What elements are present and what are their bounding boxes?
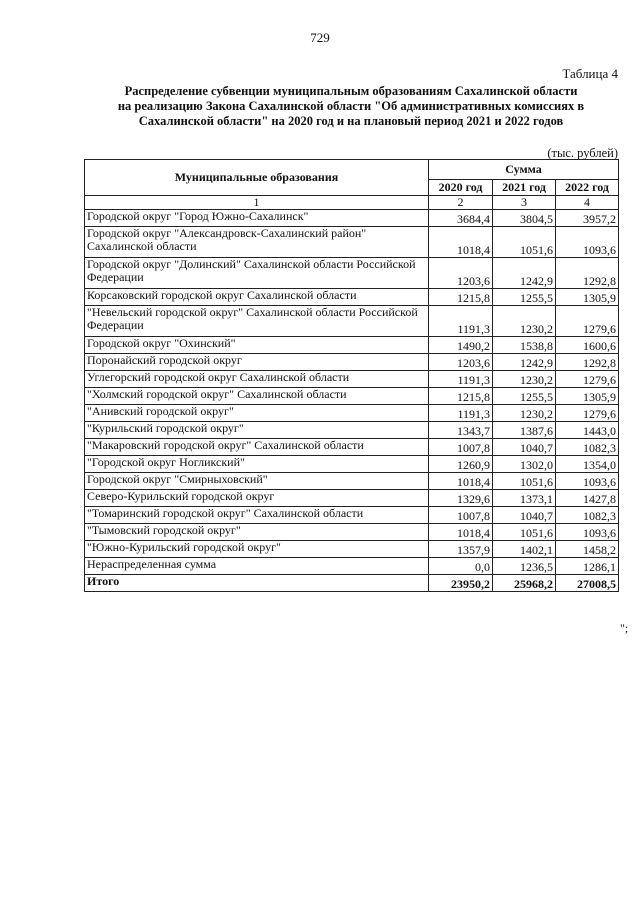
value-2020: 3684,4: [429, 210, 493, 227]
value-2022: 1279,6: [556, 306, 619, 337]
value-2021: 1051,6: [493, 524, 556, 541]
value-2022: 1354,0: [556, 456, 619, 473]
table-row: [85, 405, 619, 422]
table-row: [85, 306, 619, 337]
municipality-name: "Курильский городской округ": [85, 422, 429, 439]
value-2020: 1018,4: [429, 473, 493, 490]
unit-label: (тыс. рублей): [547, 146, 618, 160]
value-2020: 1007,8: [429, 439, 493, 456]
value-2021: 1230,2: [493, 405, 556, 422]
value-2020: 1343,7: [429, 422, 493, 439]
value-2020: 1191,3: [429, 405, 493, 422]
value-2021: 1255,5: [493, 388, 556, 405]
table-row: [85, 354, 619, 371]
table-row: [85, 490, 619, 507]
value-2020: 1203,6: [429, 354, 493, 371]
municipality-name: "Невельский городской округ" Сахалинской области Российской Федерации: [85, 306, 429, 337]
title-line: Сахалинской области" на 2020 год и на плановый период 2021 и 2022 годов: [138, 114, 564, 128]
value-2022: 1286,1: [556, 558, 619, 575]
value-2021: 1538,8: [493, 337, 556, 354]
table-row: [85, 210, 619, 227]
title-line: Распределение субвенции муниципальным образованиям Сахалинской области: [124, 84, 578, 98]
value-2020: 1007,8: [429, 507, 493, 524]
value-2020: 1329,6: [429, 490, 493, 507]
municipality-name: Углегорский городской округ Сахалинской области: [85, 371, 429, 388]
total-2020: 23950,2: [429, 575, 493, 592]
value-2022: 1305,9: [556, 388, 619, 405]
table-row: [85, 227, 619, 258]
value-2022: 1292,8: [556, 258, 619, 289]
value-2020: 1018,4: [429, 227, 493, 258]
value-2020: 1203,6: [429, 258, 493, 289]
municipality-name: Поронайский городской округ: [85, 354, 429, 371]
table-row: [85, 289, 619, 306]
title-line: на реализацию Закона Сахалинской области "Об административных комиссиях в: [117, 99, 585, 113]
column-number: 1: [85, 196, 429, 210]
municipality-name: "Тымовский городской округ": [85, 524, 429, 541]
value-2022: 3957,2: [556, 210, 619, 227]
municipality-name: Северо-Курильский городской округ: [85, 490, 429, 507]
value-2022: 1093,6: [556, 473, 619, 490]
value-2021: 1051,6: [493, 473, 556, 490]
value-2020: 1018,4: [429, 524, 493, 541]
value-2020: 1215,8: [429, 388, 493, 405]
column-number: 3: [493, 196, 556, 210]
value-2022: 1600,6: [556, 337, 619, 354]
header-year-2022: 2022 год: [556, 180, 619, 196]
table-row: [85, 541, 619, 558]
value-2021: 1387,6: [493, 422, 556, 439]
column-number: 4: [556, 196, 619, 210]
table-row: [85, 507, 619, 524]
value-2021: 1230,2: [493, 371, 556, 388]
value-2021: 1373,1: [493, 490, 556, 507]
table-row: [85, 456, 619, 473]
municipality-name: "Южно-Курильский городской округ": [85, 541, 429, 558]
table-row: [85, 258, 619, 289]
value-2022: 1082,3: [556, 439, 619, 456]
value-2021: 1242,9: [493, 258, 556, 289]
municipality-name: "Анивский городской округ": [85, 405, 429, 422]
value-2021: 1242,9: [493, 354, 556, 371]
value-2021: 1302,0: [493, 456, 556, 473]
value-2021: 1040,7: [493, 439, 556, 456]
total-2021: 25968,2: [493, 575, 556, 592]
header-municipalities: Муниципальные образования: [85, 160, 429, 196]
table-row: [85, 558, 619, 575]
total-row: [85, 575, 619, 592]
table-row: [85, 388, 619, 405]
value-2022: 1443,0: [556, 422, 619, 439]
table-row: [85, 422, 619, 439]
value-2021: 1051,6: [493, 227, 556, 258]
value-2022: 1458,2: [556, 541, 619, 558]
value-2021: 3804,5: [493, 210, 556, 227]
document-title: [86, 84, 616, 129]
municipality-name: Городской округ "Долинский" Сахалинской области Российской Федерации: [85, 258, 429, 289]
value-2021: 1255,5: [493, 289, 556, 306]
table-label: Таблица 4: [562, 66, 618, 81]
value-2020: 0,0: [429, 558, 493, 575]
value-2022: 1093,6: [556, 227, 619, 258]
municipality-name: "Холмский городской округ" Сахалинской области: [85, 388, 429, 405]
value-2020: 1260,9: [429, 456, 493, 473]
municipality-name: "Макаровский городской округ" Сахалинской области: [85, 439, 429, 456]
value-2021: 1402,1: [493, 541, 556, 558]
total-2022: 27008,5: [556, 575, 619, 592]
value-2022: 1305,9: [556, 289, 619, 306]
municipality-name: Городской округ "Смирныховский": [85, 473, 429, 490]
municipality-name: "Городской округ Ногликский": [85, 456, 429, 473]
value-2022: 1292,8: [556, 354, 619, 371]
value-2021: 1040,7: [493, 507, 556, 524]
municipality-name: Городской округ "Город Южно-Сахалинск": [85, 210, 429, 227]
value-2020: 1215,8: [429, 289, 493, 306]
table-row: [85, 473, 619, 490]
value-2022: 1082,3: [556, 507, 619, 524]
municipality-name: Корсаковский городской округ Сахалинской области: [85, 289, 429, 306]
municipality-name: Городской округ "Охинский": [85, 337, 429, 354]
value-2020: 1357,9: [429, 541, 493, 558]
subvention-table: [84, 159, 619, 592]
value-2021: 1236,5: [493, 558, 556, 575]
page-number: 729: [310, 30, 330, 45]
municipality-name: "Томаринский городской округ" Сахалинской области: [85, 507, 429, 524]
municipality-name: Нераспределенная сумма: [85, 558, 429, 575]
table-row: [85, 337, 619, 354]
value-2021: 1230,2: [493, 306, 556, 337]
value-2020: 1191,3: [429, 371, 493, 388]
table-row: [85, 524, 619, 541]
column-number: 2: [429, 196, 493, 210]
value-2022: 1279,6: [556, 371, 619, 388]
value-2020: 1191,3: [429, 306, 493, 337]
value-2020: 1490,2: [429, 337, 493, 354]
trailing-quote-mark: ";: [620, 621, 629, 635]
header-year-2020: 2020 год: [429, 180, 493, 196]
table-row: [85, 371, 619, 388]
value-2022: 1427,8: [556, 490, 619, 507]
value-2022: 1093,6: [556, 524, 619, 541]
header-sum: Сумма: [429, 160, 619, 180]
header-year-2021: 2021 год: [493, 180, 556, 196]
value-2022: 1279,6: [556, 405, 619, 422]
municipality-name: Городской округ "Александровск-Сахалинский район" Сахалинской области: [85, 227, 429, 258]
total-label: Итого: [85, 575, 429, 592]
table-row: [85, 439, 619, 456]
